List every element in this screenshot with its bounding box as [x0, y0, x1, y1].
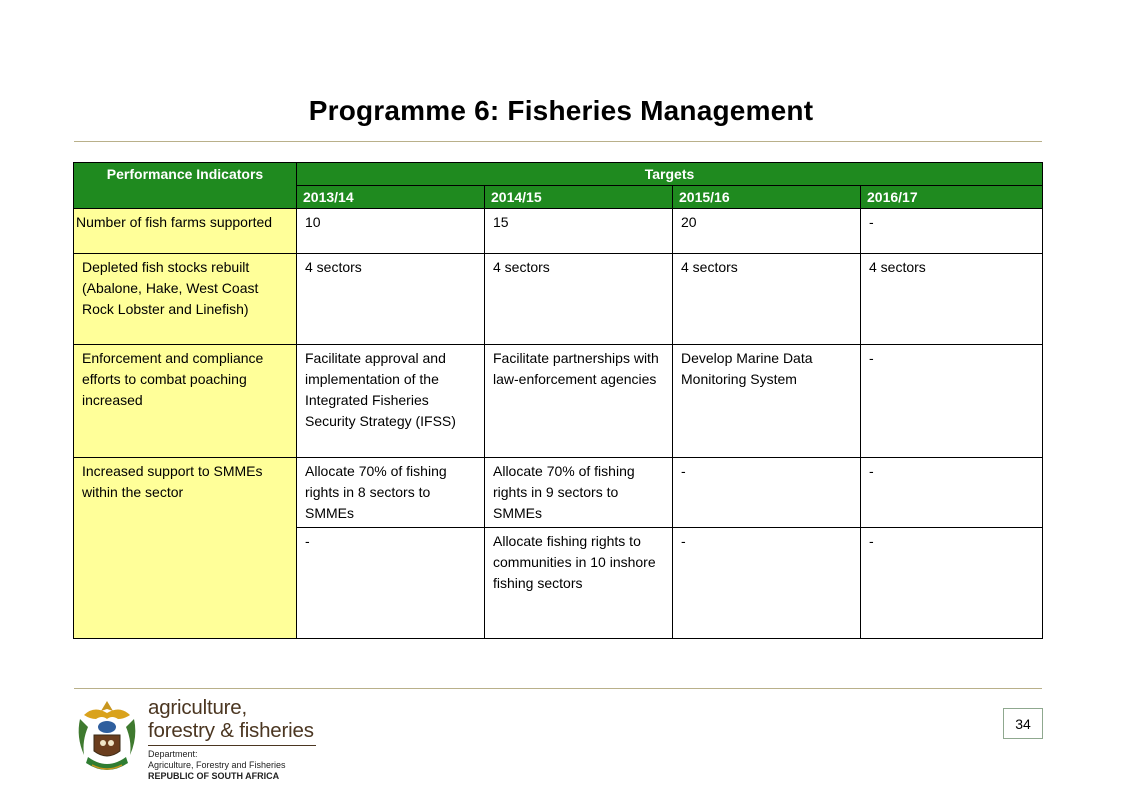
table-row — [74, 458, 1043, 528]
brand-underline — [148, 745, 316, 746]
table-row — [74, 209, 1043, 254]
target-cell: 10 — [297, 209, 485, 254]
target-cell: - — [297, 528, 485, 639]
target-cell: - — [861, 528, 1043, 639]
country-name: REPUBLIC OF SOUTH AFRICA — [148, 771, 280, 781]
department-logo — [148, 696, 316, 782]
target-cell: 4 sectors — [861, 254, 1043, 345]
target-cell: - — [861, 209, 1043, 254]
target-cell: Allocate 70% of fishing rights in 8 sectors to SMMEs — [297, 458, 485, 528]
table-row — [74, 254, 1043, 345]
dept-name: Agriculture, Forestry and Fisheries — [148, 760, 286, 770]
target-cell: - — [861, 345, 1043, 458]
dept-label: Department: — [148, 749, 198, 759]
target-cell: Develop Marine Data Monitoring System — [673, 345, 861, 458]
table-row — [74, 345, 1043, 458]
target-cell: Allocate fishing rights to communities in 10 inshore fishing sectors — [485, 528, 673, 639]
target-cell: 20 — [673, 209, 861, 254]
table-header-row — [74, 163, 1043, 186]
target-cell: Facilitate approval and implementation of the Integrated Fisheries Security Strategy (IFSS) — [297, 345, 485, 458]
target-cell: 4 sectors — [673, 254, 861, 345]
brand-line-2: forestry & fisheries — [148, 719, 314, 742]
header-year: 2013/14 — [297, 186, 485, 209]
indicator-cell: Enforcement and compliance efforts to combat poaching increased — [74, 345, 297, 458]
target-cell: - — [861, 458, 1043, 528]
target-cell: Allocate 70% of fishing rights in 9 sectors to SMMEs — [485, 458, 673, 528]
indicator-cell: Depleted fish stocks rebuilt (Abalone, Hake, West Coast Rock Lobster and Linefish) — [74, 254, 297, 345]
header-targets: Targets — [297, 163, 1043, 186]
coat-of-arms-icon — [74, 697, 140, 779]
header-year: 2016/17 — [861, 186, 1043, 209]
header-performance-indicators: Performance Indicators — [74, 163, 297, 209]
performance-table — [73, 162, 1043, 639]
page-title: Programme 6: Fisheries Management — [308, 95, 814, 126]
target-cell: - — [673, 528, 861, 639]
footer-divider — [74, 688, 1042, 689]
header-year: 2015/16 — [673, 186, 861, 209]
target-cell: - — [673, 458, 861, 528]
page-number: 34 — [1003, 708, 1043, 739]
header-year: 2014/15 — [485, 186, 673, 209]
target-cell: 15 — [485, 209, 673, 254]
target-cell: 4 sectors — [297, 254, 485, 345]
target-cell: Facilitate partnerships with law-enforcement agencies — [485, 345, 673, 458]
indicator-cell: Increased support to SMMEs within the sector — [74, 458, 297, 639]
title-divider — [74, 141, 1042, 142]
brand-line-1: agriculture, — [148, 696, 248, 719]
indicator-cell: Number of fish farms supported — [74, 209, 297, 254]
target-cell: 4 sectors — [485, 254, 673, 345]
